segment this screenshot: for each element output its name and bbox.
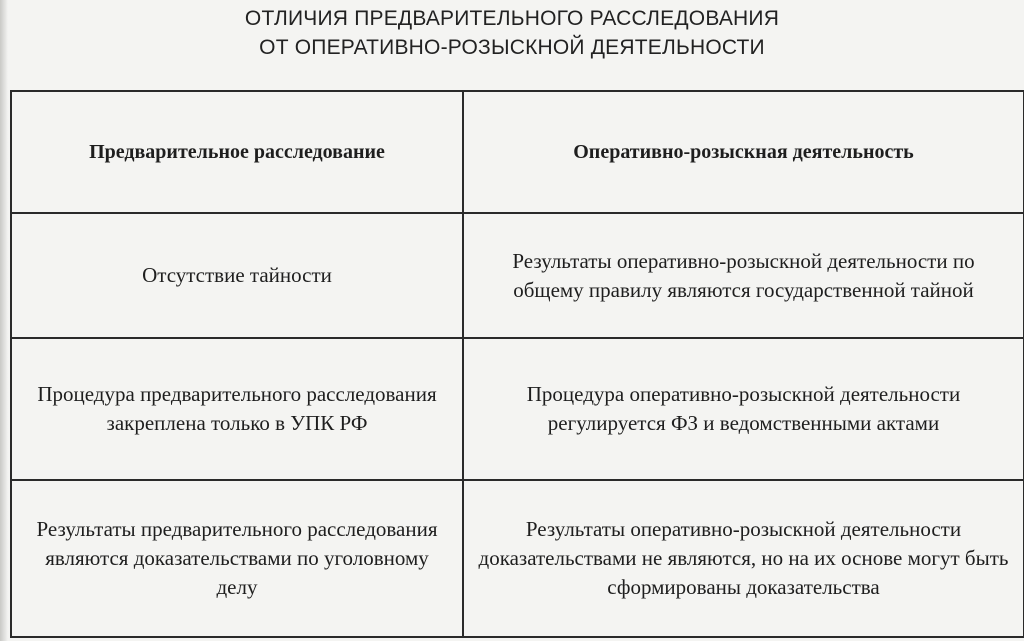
table-cell-right: Процедура оперативно-розыскной деятельности регулируется ФЗ и ведомственными актами (463, 338, 1024, 480)
table-cell-left: Результаты предварительного расследования являются доказательствами по уголовному делу (11, 480, 463, 637)
title-line-2: ОТ ОПЕРАТИВНО-РОЗЫСКНОЙ ДЕЯТЕЛЬНОСТИ (259, 36, 765, 59)
header-operational-search-activity: Оперативно-розыскная деятельность (463, 91, 1024, 213)
table-cell-left: Процедура предварительного расследования закреплена только в УПК РФ (11, 338, 463, 480)
header-preliminary-investigation: Предварительное расследование (11, 91, 463, 213)
table-row (11, 338, 1024, 480)
scan-edge (0, 0, 8, 641)
table-cell-left: Отсутствие тайности (11, 213, 463, 338)
table-header-row (11, 91, 1024, 213)
table-row (11, 213, 1024, 338)
title-line-1: ОТЛИЧИЯ ПРЕДВАРИТЕЛЬНОГО РАССЛЕДОВАНИЯ (244, 7, 780, 30)
table-cell-right: Результаты оперативно-розыскной деятельности доказательствами не являются, но на их основе могут быть сформированы доказательства (463, 480, 1024, 637)
table-cell-right: Результаты оперативно-розыскной деятельности по общему правилу являются государственной тайной (463, 213, 1024, 338)
document-title (0, 4, 1024, 62)
table-row (11, 480, 1024, 637)
comparison-table (10, 90, 1024, 638)
